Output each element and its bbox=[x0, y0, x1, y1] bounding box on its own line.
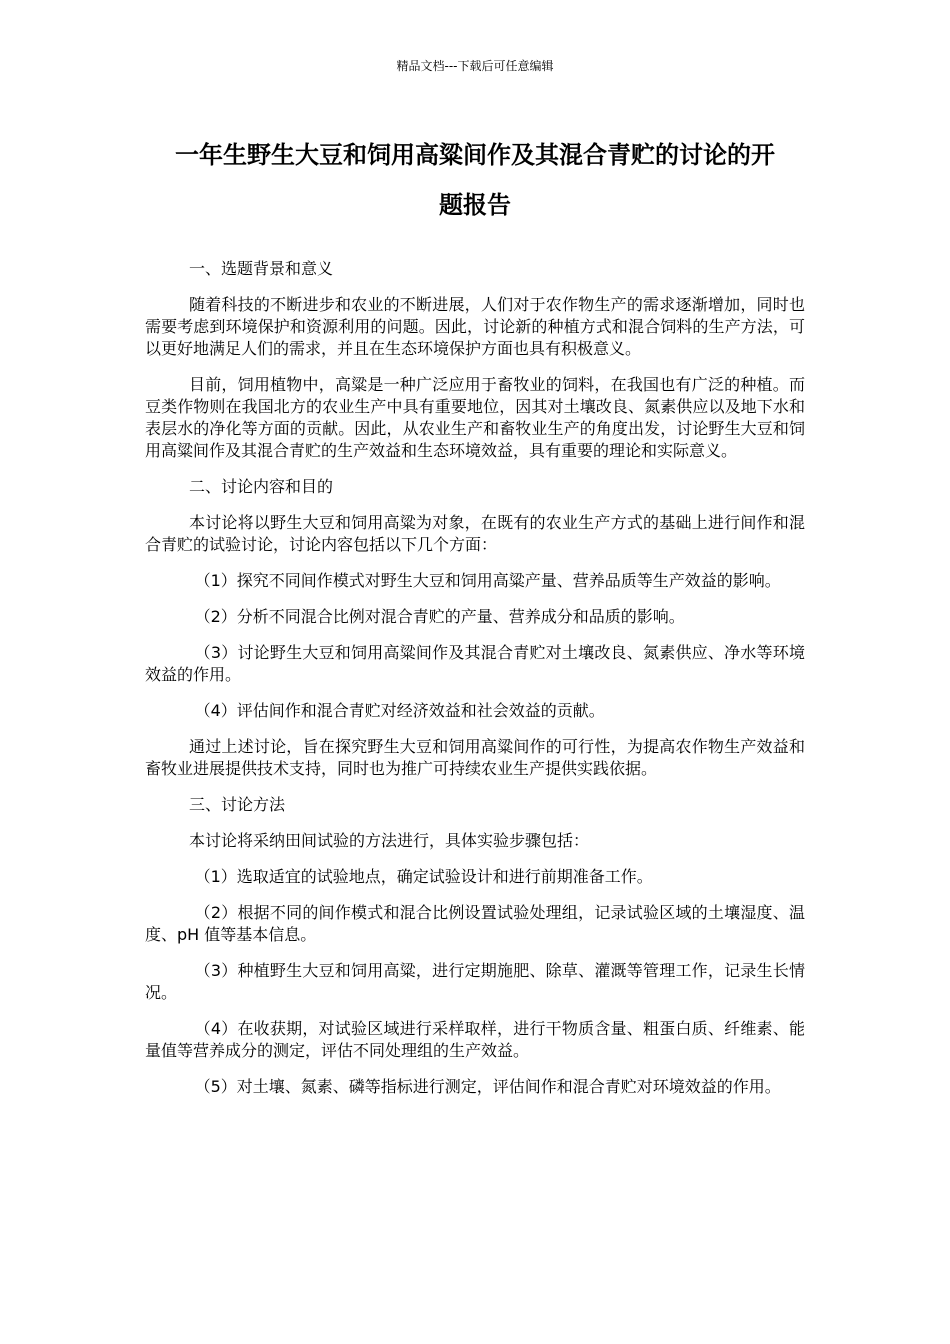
list-item: （2）根据不同的间作模式和混合比例设置试验处理组，记录试验区域的土壤湿度、温度、pH 值等基本信息。 bbox=[145, 903, 805, 944]
list-item: （3）讨论野生大豆和饲用高粱间作及其混合青贮对土壤改良、氮素供应、净水等环境效益的作用。 bbox=[145, 643, 805, 684]
paragraph: 本讨论将以野生大豆和饲用高粱为对象，在既有的农业生产方式的基础上进行间作和混合青贮的试验讨论，讨论内容包括以下几个方面： bbox=[145, 513, 805, 554]
section-heading-background: 一、选题背景和意义 bbox=[189, 259, 334, 278]
page-header-note: 精品文档---下载后可任意编辑 bbox=[396, 59, 554, 73]
list-item: （3）种植野生大豆和饲用高粱，进行定期施肥、除草、灌溉等管理工作，记录生长情况。 bbox=[145, 961, 805, 1002]
list-item: （5）对土壤、氮素、磷等指标进行测定，评估间作和混合青贮对环境效益的作用。 bbox=[194, 1077, 781, 1096]
document-body bbox=[145, 258, 805, 1112]
paragraph: 随着科技的不断进步和农业的不断进展，人们对于农作物生产的需求逐渐增加，同时也需要考虑到环境保护和资源利用的问题。因此，讨论新的种植方式和混合饲料的生产方法，可以更好地满足人们的需求，并且在生态环境保护方面也具有积极意义。 bbox=[145, 295, 805, 358]
section-heading-method: 三、讨论方法 bbox=[189, 795, 286, 814]
paragraph: 通过上述讨论，旨在探究野生大豆和饲用高粱间作的可行性，为提高农作物生产效益和畜牧业进展提供技术支持，同时也为推广可持续农业生产提供实践依据。 bbox=[145, 737, 805, 778]
paragraph: 目前，饲用植物中，高粱是一种广泛应用于畜牧业的饲料，在我国也有广泛的种植。而豆类作物则在我国北方的农业生产中具有重要地位，因其对土壤改良、氮素供应以及地下水和表层水的净化等方面的贡献。因此，从农业生产和畜牧业生产的角度出发，讨论野生大豆和饲用高粱间作及其混合青贮的生产效益和生态环境效益，具有重要的理论和实际意义。 bbox=[145, 375, 805, 460]
title-line-1: 一年生野生大豆和饲用高粱间作及其混合青贮的讨论的开 bbox=[175, 141, 775, 169]
paragraph: 本讨论将采纳田间试验的方法进行，具体实验步骤包括： bbox=[189, 831, 590, 850]
list-item: （4）评估间作和混合青贮对经济效益和社会效益的贡献。 bbox=[194, 701, 605, 720]
document-title bbox=[145, 130, 805, 230]
list-item: （1）探究不同间作模式对野生大豆和饲用高粱产量、营养品质等生产效益的影响。 bbox=[194, 571, 781, 590]
list-item: （2）分析不同混合比例对混合青贮的产量、营养成分和品质的影响。 bbox=[194, 607, 685, 626]
list-item: （1）选取适宜的试验地点，确定试验设计和进行前期准备工作。 bbox=[194, 867, 653, 886]
title-line-2: 题报告 bbox=[439, 191, 511, 219]
list-item: （4）在收获期，对试验区域进行采样取样，进行干物质含量、粗蛋白质、纤维素、能量值等营养成分的测定，评估不同处理组的生产效益。 bbox=[145, 1019, 805, 1060]
section-heading-content: 二、讨论内容和目的 bbox=[189, 477, 334, 496]
